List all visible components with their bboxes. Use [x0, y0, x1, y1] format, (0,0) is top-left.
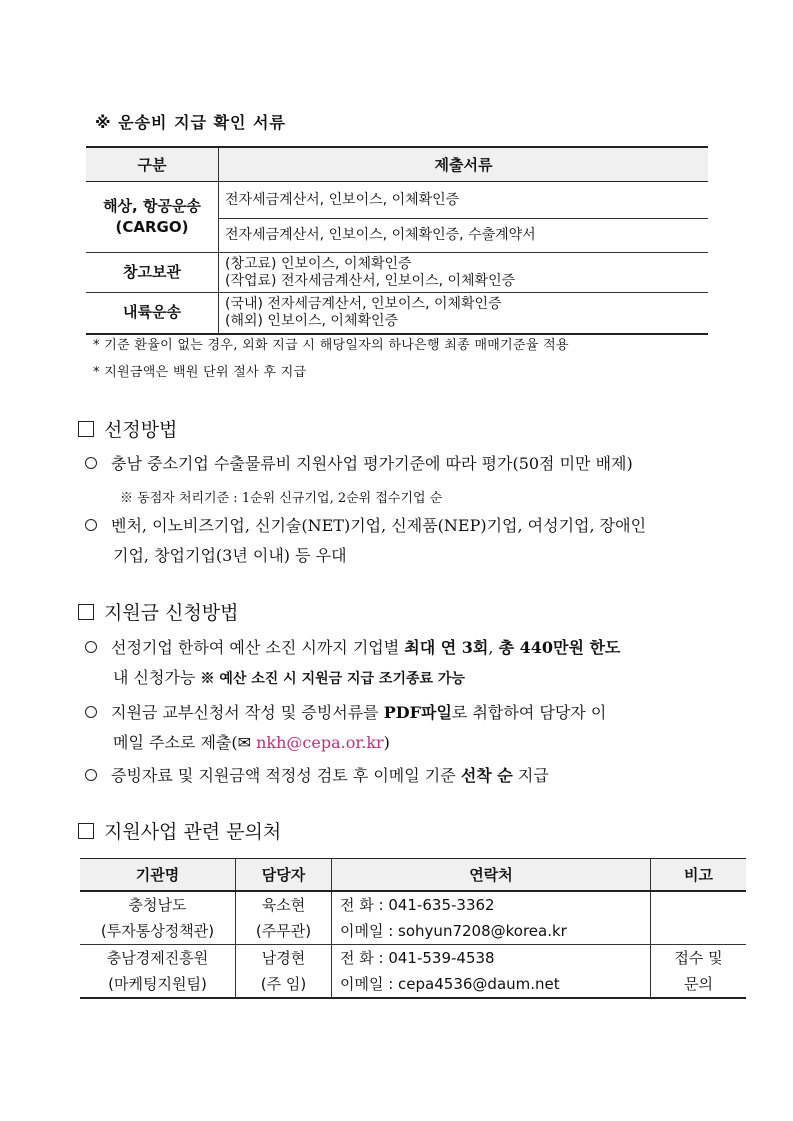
organization-name: 충청남도	[80, 891, 236, 918]
table-row	[80, 891, 746, 918]
application-item-2-line2: 메일 주소로 제출(	[113, 733, 238, 752]
header-person: 담당자	[236, 859, 332, 892]
category-cell: 내륙운송	[86, 293, 219, 334]
person-title: (주 임)	[236, 971, 332, 998]
category-cell	[86, 182, 219, 253]
application-item-3-text: 증빙자료 및 지원금액 적정성 검토 후 이메일 기준	[111, 766, 461, 785]
person-name: 남경현	[236, 945, 332, 972]
selection-section-title	[78, 415, 177, 442]
documents-cell	[219, 253, 709, 293]
checkbox-square-icon	[78, 421, 94, 437]
table-row	[80, 971, 746, 998]
application-section-title	[78, 598, 239, 625]
phone-number: 전 화 : 041-539-4538	[332, 945, 651, 972]
documents-line: (해외) 인보이스, 이체확인증	[225, 312, 399, 329]
circle-bullet-icon	[85, 769, 97, 781]
organization-dept: (마케팅지원팀)	[80, 971, 236, 998]
application-item-1	[85, 633, 620, 694]
selection-title-text: 선정방법	[104, 419, 178, 441]
circle-bullet-icon	[85, 641, 97, 653]
envelope-icon: ✉	[237, 733, 252, 752]
person-title: (주무관)	[236, 918, 332, 945]
transport-docs-title: ※ 운송비 지급 확인 서류	[95, 113, 286, 132]
category-sublabel: (CARGO)	[115, 218, 189, 236]
remarks	[651, 891, 747, 918]
phone-number: 전 화 : 041-635-3362	[332, 891, 651, 918]
selection-item-2-line1: 벤처, 이노비즈기업, 신기술(NET)기업, 신제품(NEP)기업, 여성기업, 장애인	[111, 516, 647, 535]
selection-item-2	[85, 511, 646, 571]
application-item-2-close: )	[383, 733, 390, 752]
application-item-1-text: 선정기업 한하여 예산 소진 시까지 기업별	[111, 638, 405, 657]
exchange-rate-note: * 기준 환율이 없는 경우, 외화 지급 시 해당일자의 하나은행 최종 매매기준율 적용	[93, 338, 569, 353]
contact-email-link[interactable]: nkh@cepa.or.kr	[251, 733, 384, 752]
header-documents: 제출서류	[219, 147, 709, 182]
selection-item-1-text: 충남 중소기업 수출물류비 지원사업 평가기준에 따라 평가(50점 미만 배제)	[111, 454, 633, 473]
table-header-row	[80, 859, 746, 892]
documents-cell: 전자세금계산서, 인보이스, 이체확인증, 수출계약서	[219, 219, 709, 253]
header-contact: 연락처	[332, 859, 651, 892]
application-item-3	[85, 761, 549, 791]
circle-bullet-icon	[85, 457, 97, 469]
header-organization: 기관명	[80, 859, 236, 892]
documents-line: (창고료) 인보이스, 이체확인증	[225, 255, 412, 272]
category-label: 해상, 항공운송	[103, 197, 201, 215]
organization-dept: (투자통상정책관)	[80, 918, 236, 945]
first-come-highlight: 선착 순	[460, 766, 513, 785]
application-item-2-text-end: 로 취합하여 담당자 이	[451, 703, 607, 722]
checkbox-square-icon	[78, 604, 94, 620]
application-title-text: 지원금 신청방법	[104, 602, 239, 624]
contact-table	[80, 858, 746, 999]
tie-break-note: ※ 동점자 처리기준 : 1순위 신규기업, 2순위 접수기업 순	[120, 491, 443, 506]
table-row	[86, 182, 708, 219]
max-frequency-highlight: 최대 연 3회	[404, 638, 489, 657]
selection-item-2-line2: 기업, 창업기업(3년 이내) 등 우대	[113, 546, 347, 565]
table-header-row	[86, 147, 708, 182]
email-address[interactable]: 이메일 : sohyun7208@korea.kr	[332, 918, 651, 945]
circle-bullet-icon	[85, 519, 97, 531]
checkbox-square-icon	[78, 823, 94, 839]
person-name: 육소현	[236, 891, 332, 918]
table-row	[80, 945, 746, 972]
remarks: 접수 및	[674, 949, 723, 967]
documents-line: (작업료) 전자세금계산서, 인보이스, 이체확인증	[225, 272, 516, 289]
circle-bullet-icon	[85, 706, 97, 718]
remarks: 문의	[651, 971, 747, 998]
transport-docs-table	[86, 146, 708, 335]
contact-title-text: 지원사업 관련 문의처	[104, 821, 282, 843]
documents-cell	[219, 293, 709, 334]
rounding-note: * 지원금액은 백원 단위 절사 후 지급	[93, 365, 307, 380]
application-item-2-text: 지원금 교부신청서 작성 및 증빙서류를	[111, 703, 384, 722]
max-amount-highlight: 총 440만원 한도	[498, 638, 621, 657]
application-item-2	[85, 698, 606, 758]
documents-line: (국내) 전자세금계산서, 인보이스, 이체확인증	[225, 295, 502, 312]
table-row	[86, 253, 708, 293]
application-item-1-line2: 내 신청가능	[113, 668, 201, 687]
table-row	[86, 293, 708, 334]
selection-item-1	[85, 449, 633, 479]
contact-section-title	[78, 817, 281, 844]
organization-name: 충남경제진흥원	[80, 945, 236, 972]
header-remarks: 비고	[651, 859, 747, 892]
application-item-1-separator: ,	[488, 638, 499, 657]
early-termination-note: ※ 예산 소진 시 지원금 지급 조기종료 가능	[200, 671, 465, 687]
pdf-file-highlight: PDF파일	[383, 703, 452, 722]
application-item-3-text-end: 지급	[512, 766, 549, 785]
email-address[interactable]: 이메일 : cepa4536@daum.net	[332, 971, 651, 998]
header-category: 구분	[86, 147, 219, 182]
category-cell: 창고보관	[86, 253, 219, 293]
table-row	[80, 918, 746, 945]
documents-cell: 전자세금계산서, 인보이스, 이체확인증	[219, 182, 709, 219]
remarks	[651, 918, 747, 945]
